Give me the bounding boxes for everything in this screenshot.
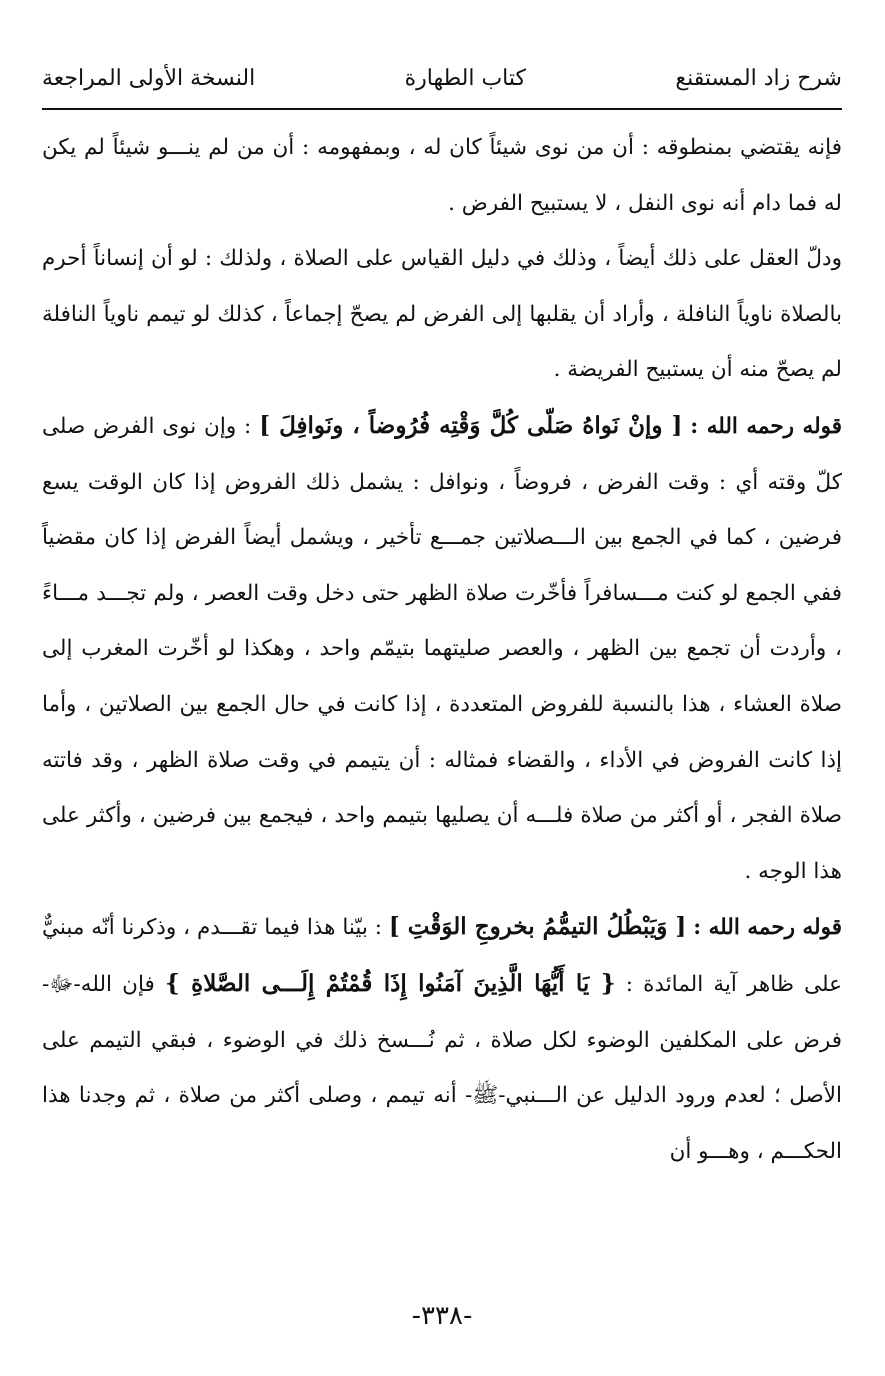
- paragraph-4-lead: قوله رحمه الله :: [693, 915, 842, 941]
- paragraph-4-text-2: فإن الله-ﷻ- فرض على المكلفين الوضوء لكل صلاة ، ثم نُـــسخ ذلك في الوضوء ، فبقي التيمم على الأصل ؛ لعدم ورود الدليل عن الـــنبي-ﷺ- أنه تيمم ، وصلى أكثر من صلاة ، ثم وجدنا هذا الحكـــم ، وهـــو أن: [42, 971, 842, 1164]
- header-rule: [42, 108, 842, 110]
- page-body: [42, 120, 842, 1179]
- paragraph-3-text: : وإن نوى الفرض صلى كلّ وقته أي : وقت الفرض ، فروضاً ، ونوافل : يشمل ذلك الفروض إذا كان الوقت يسع فرضين ، كما في الجمع بين الـــصلاتين جمـــع تأخير ، ويشمل أيضاً الفرض إذا كان مقضياً ففي الجمع لو كنت مـــسافراً فأخّرت صلاة الظهر حتى دخل وقت العصر ، ولم تجـــد مـــاءً ، وأردت أن تجمع بين الظهر ، والعصر صليتهما بتيمّم واحد ، وهكذا لو أخّرت المغرب إلى صلاة العشاء ، هذا بالنسبة للفروض المتعددة ، إذا كانت في حال الجمع بين الصلاتين ، وأما إذا كانت الفروض في الأداء ، والقضاء فمثاله : أن يتيمم في وقت صلاة الظهر ، وقد فاتته صلاة الفجر ، أو أكثر من صلاة فلـــه أن يصليها بتيمم واحد ، فيجمع بين فرضين ، وأكثر على هذا الوجه .: [42, 413, 842, 884]
- paragraph-1-text: فإنه يقتضي بمنطوقه : أن من نوى شيئاً كان له ، وبمفهومه : أن من لم ينـــو شيئاً لم يكن له فما دام أنه نوى النفل ، لا يستبيح الفرض .: [42, 135, 842, 216]
- paragraph-4-quote: [ وَيَبْطُلُ التيمُّمُ بخروجِ الوَقْتِ ]: [388, 913, 687, 941]
- book-page: [42, 48, 842, 1338]
- paragraph-3: [42, 398, 842, 899]
- paragraph-1: [42, 120, 842, 231]
- header-book-title: شرح زاد المستقنع: [675, 66, 842, 91]
- paragraph-2: [42, 231, 842, 398]
- header-chapter-title: كتاب الطهارة: [404, 66, 526, 91]
- paragraph-4: [42, 899, 842, 1179]
- paragraph-2-text: ودلّ العقل على ذلك أيضاً ، وذلك في دليل القياس على الصلاة ، ولذلك : لو أن إنساناً أحرم بالصلاة ناوياً النافلة ، وأراد أن يقلبها إلى الفرض لم يصحّ إجماعاً ، كذلك لو تيمم ناوياً النافلة لم يصحّ منه أن يستبيح الفريضة .: [42, 246, 842, 383]
- paragraph-3-quote: [ وإنْ نَواهُ صَلّى كُلَّ وَقْتِه فُرُوضاً ، ونَوافِلَ ]: [259, 411, 683, 439]
- paragraph-3-lead: قوله رحمه الله :: [690, 413, 843, 439]
- page-number: -٣٣٨-: [411, 1301, 473, 1331]
- paragraph-4-text: : بيّنا هذا فيما تقـــدم ، وذكرنا أنّه مبنيٌّ على ظاهر آية المائدة :: [42, 915, 842, 997]
- header-edition-note: النسخة الأولى المراجعة: [42, 66, 256, 91]
- page-header: [42, 48, 842, 108]
- paragraph-4-verse: { يَا أَيُّهَا الَّذِينَ آمَنُوا إِذَا قُمْتُمْ إِلَـــى الصَّلاةِ }: [165, 969, 616, 997]
